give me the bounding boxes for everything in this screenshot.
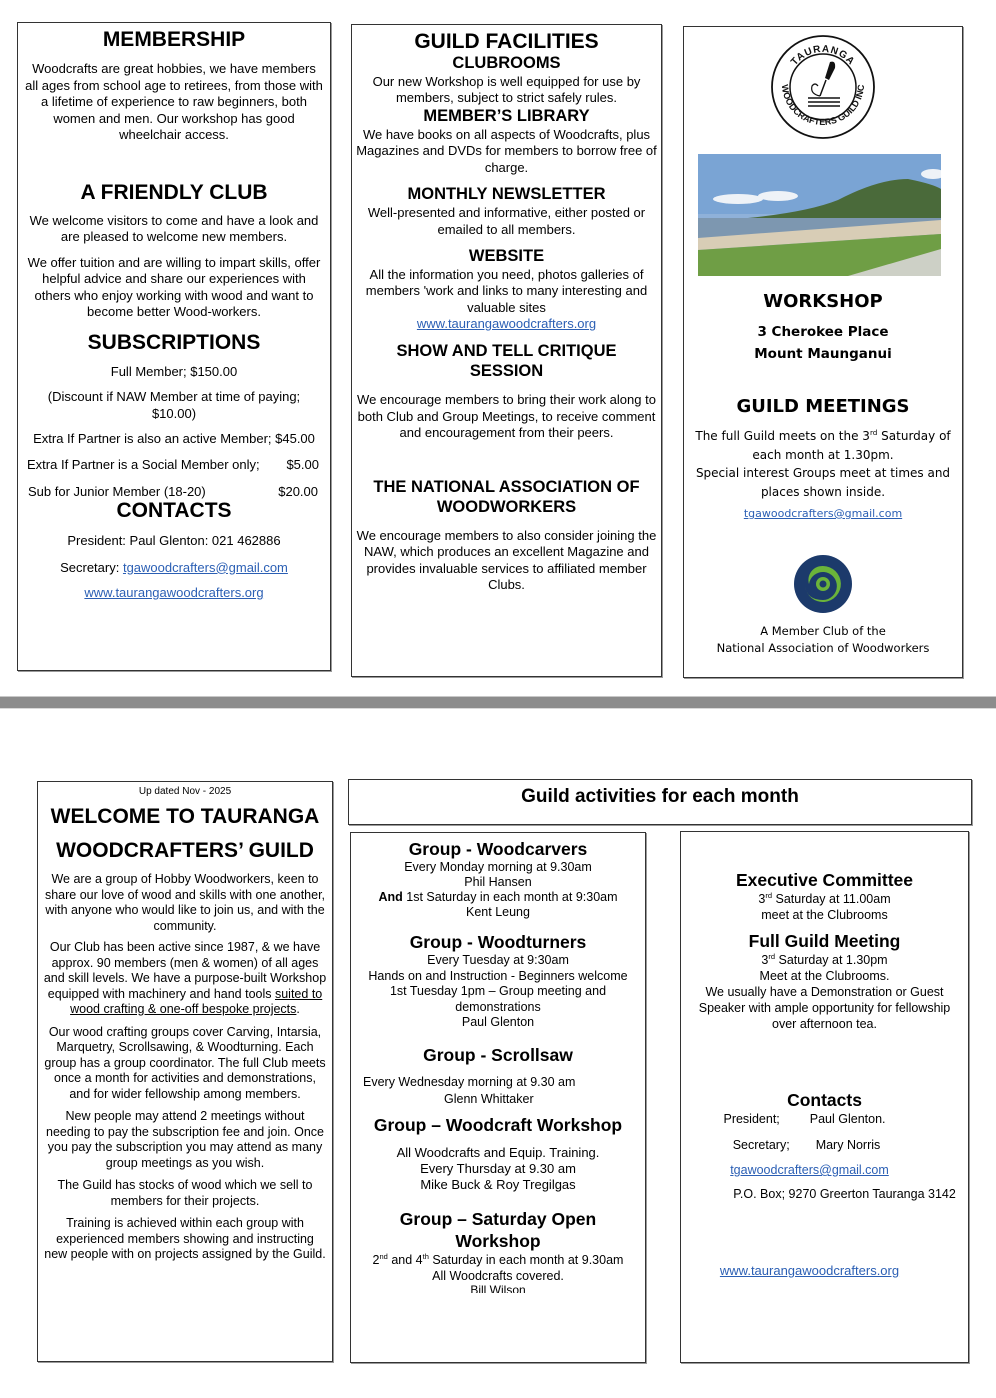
woodcarvers-line-3	[353, 890, 643, 905]
contacts-secretary-email-link[interactable]: tgawoodcrafters@gmail.com	[122, 559, 288, 575]
member-club-line-2: National Association of Woodworkers	[716, 641, 930, 655]
cover-email-link[interactable]: tgawoodcrafters@gmail.com	[743, 507, 903, 520]
subscription-partner-social-amount: $5.00	[286, 456, 319, 472]
welcome-title-2: WOODCRAFTERS’ GUILD	[56, 839, 314, 862]
chisel-icon	[808, 62, 840, 106]
secretary-label: Secretary;	[732, 1138, 790, 1152]
full-guild-meeting-line-2: Meet at the Clubrooms.	[759, 969, 890, 983]
naw-title: THE NATIONAL ASSOCIATION OF WOODWORKERS	[373, 477, 640, 516]
contacts-secretary-label: Secretary:	[60, 559, 123, 575]
exec-line-1-b: Saturday at 11.00am	[772, 892, 891, 906]
welcome-text-5: The Guild has stocks of wood which we sell to members for their projects.	[57, 1178, 313, 1208]
clubrooms-title: CLUBROOMS	[452, 54, 561, 73]
subscription-full: Full Member; $150.00	[110, 363, 238, 379]
membership-panel	[17, 22, 331, 671]
workshop-title: WORKSHOP	[763, 291, 883, 312]
exec-line-1-sup: rd	[765, 890, 773, 900]
contacts-president-row	[685, 1111, 964, 1127]
naw-text: We encourage members to also consider joining the NAW, which produces an excellent Magazine and provides invaluable services to affiliated member Clubs.	[356, 527, 657, 593]
website-text: All the information you need, photos galleries of members 'work and links to many interesting and valuable sites	[365, 266, 648, 315]
saturday-line-1-a: 2	[372, 1252, 380, 1267]
svg-text:TAURANGA	[789, 44, 857, 68]
woodcraft-workshop-line-3: Mike Buck & Roy Tregilgas	[420, 1176, 576, 1192]
executive-committee-line-2: meet at the Clubrooms	[761, 908, 888, 922]
woodcraft-workshop-title: Group – Woodcraft Workshop	[373, 1114, 623, 1135]
welcome-title-1: WELCOME TO TAURANGA	[50, 805, 320, 828]
exec-line-1-a: 3	[758, 892, 766, 906]
welcome-text-6: Training is achieved within each group with experienced members showing and instructing new people with on projects assigned by the Guild.	[44, 1216, 326, 1261]
newsletter-text: Well-presented and informative, either posted or emailed to all members.	[367, 205, 646, 237]
subscription-partner-social	[24, 457, 324, 473]
library-text: We have books on all aspects of Woodcrafts, plus Magazines and DVDs for members to borrow free of charge.	[356, 126, 657, 175]
welcome-text-4: New people may attend 2 meetings without needing to pay the subscription fee and join. Once you pay the subscription you may attend as many group meetings as you wish.	[46, 1109, 324, 1170]
woodturners-line-3: 1st Tuesday 1pm – Group meeting and demonstrations	[389, 984, 607, 1014]
show-and-tell-title: SHOW AND TELL CRITIQUE SESSION	[396, 341, 617, 380]
full-line-1-a: 3	[761, 953, 769, 967]
subscription-junior	[24, 484, 324, 500]
page-separator	[0, 696, 996, 709]
subscription-junior-amount: $20.00	[278, 483, 318, 499]
executive-committee-line-1	[685, 891, 964, 907]
contacts-email-link[interactable]: tgawoodcrafters@gmail.com	[730, 1163, 889, 1177]
member-club-line-1: A Member Club of the	[760, 624, 886, 638]
activities-title: Guild activities for each month	[521, 786, 799, 807]
website-title: WEBSITE	[468, 247, 545, 266]
woodcarvers-line-2: Phil Hansen	[464, 875, 532, 889]
full-line-1-b: Saturday at 1.30pm	[775, 953, 888, 967]
full-guild-meeting-line-3: We usually have a Demonstration or Guest Speaker with ample opportunity for fellowship over afternoon tea.	[698, 985, 951, 1031]
groups-panel	[350, 832, 646, 1363]
president-label: President;	[723, 1112, 780, 1126]
activities-header	[348, 779, 972, 825]
contacts-secretary	[24, 560, 324, 577]
guild-meetings-title: GUILD MEETINGS	[736, 396, 910, 417]
woodturners-line-2: Hands on and Instruction - Beginners welcome	[368, 968, 628, 983]
po-box: P.O. Box; 9270 Greerton Tauranga 3142	[733, 1186, 956, 1201]
friendly-club-title: A FRIENDLY CLUB	[80, 180, 268, 204]
woodcraft-workshop-line-2: Every Thursday at 9.30 am	[420, 1160, 576, 1176]
subscription-partner-active: Extra If Partner is also an active Member; $45.00	[33, 431, 315, 447]
welcome-text-3: Our wood crafting groups cover Carving, Intarsia, Marquetry, Scrollsawing, & Woodturning. Each group has a group coordinator. The full Club meets once a month for activities and demonstrations, and for wider fellowship among members.	[44, 1024, 326, 1101]
meetings-text-sup: rd	[869, 428, 878, 437]
saturday-workshop-title: Group – Saturday Open Workshop	[399, 1208, 597, 1251]
guild-meetings-text-1	[692, 427, 954, 464]
welcome-text-2-b: .	[296, 1002, 300, 1016]
workshop-address-2: Mount Maunganui	[754, 346, 892, 362]
scrollsaw-line-1: Every Wednesday morning at 9.30 am	[363, 1074, 576, 1089]
welcome-panel	[37, 781, 333, 1362]
meetings-text-b: Saturday of each month at 1.30pm.	[752, 429, 951, 462]
clubrooms-text: Our new Workshop is well equipped for use by members, subject to strict safely rules.	[372, 73, 641, 106]
subscription-partner-social-label: Extra If Partner is a Social Member only;	[27, 456, 260, 472]
president-name: Paul Glenton.	[809, 1112, 886, 1126]
woodturners-line-1: Every Tuesday at 9:30am	[427, 953, 569, 967]
contacts-title-2: Contacts	[787, 1090, 862, 1110]
scrollsaw-title: Group - Scrollsaw	[423, 1044, 573, 1065]
saturday-workshop-line-3: Bill Wilson	[470, 1283, 526, 1293]
welcome-text-2-underlined: suited to wood crafting & one-off bespoke projects	[70, 986, 323, 1016]
naw-logo-icon	[793, 554, 853, 614]
meetings-text-a: The full Guild meets on the 3	[695, 429, 870, 443]
contacts-title: CONTACTS	[116, 498, 232, 522]
executive-committee-title: Executive Committee	[735, 870, 913, 890]
facilities-title: GUILD FACILITIES	[414, 30, 599, 53]
logo-bottom-text: WOODCRAFTERS GUILD INC	[779, 83, 867, 128]
contacts-website-link[interactable]: www.taurangawoodcrafters.org	[84, 585, 264, 601]
welcome-text-2	[43, 940, 327, 1018]
subscription-junior-label: Sub for Junior Member (18-20)	[28, 483, 206, 499]
saturday-workshop-line-2: All Woodcrafts covered.	[432, 1268, 564, 1283]
workshop-address-1: 3 Cherokee Place	[757, 324, 889, 340]
membership-text: Woodcrafts are great hobbies, we have members all ages from school age to retirees, from those with a lifetime of experience to raw beginners, both women and men. Our workshop has good wheelchair access.	[25, 61, 323, 143]
subscription-discount: (Discount if NAW Member at time of paying; $10.00)	[47, 389, 301, 421]
guild-meetings-text-2: Special interest Groups meet at times and places shown inside.	[695, 466, 951, 499]
woodcarvers-line-4: Kent Leung	[466, 905, 530, 919]
woodturners-title: Group - Woodturners	[409, 932, 587, 952]
guild-logo	[768, 32, 878, 142]
secretary-name: Mary Norris	[815, 1138, 881, 1152]
membership-title: MEMBERSHIP	[102, 28, 246, 51]
woodturners-line-4: Paul Glenton	[461, 1015, 535, 1029]
facilities-website-link[interactable]: www.taurangawoodcrafters.org	[416, 316, 597, 332]
meetings-contacts-panel	[680, 831, 969, 1363]
saturday-line-1-c: Saturday in each month at 9.30am	[428, 1252, 624, 1267]
full-line-1-sup: rd	[768, 951, 776, 961]
woodcarvers-line-3-text: 1st Saturday in each month at 9:30am	[402, 890, 618, 904]
cover-panel	[683, 26, 963, 678]
updated-date: Up dated Nov - 2025	[138, 786, 232, 797]
friendly-club-text-1: We welcome visitors to come and have a look and are pleased to welcome new members.	[29, 212, 319, 245]
saturday-workshop-line-1	[353, 1252, 643, 1268]
newsletter-title: MONTHLY NEWSLETTER	[407, 185, 606, 204]
subscriptions-title: SUBSCRIPTIONS	[87, 330, 261, 354]
scrollsaw-line-2: Glenn Whittaker	[444, 1091, 534, 1106]
saturday-line-1-sup-1: nd	[379, 1251, 388, 1261]
full-guild-meeting-line-1	[685, 952, 964, 968]
show-and-tell-text: We encourage members to bring their work along to both Club and Group Meetings, to receive comment and encouragement from their peers.	[357, 392, 656, 441]
full-guild-meeting-title: Full Guild Meeting	[748, 931, 901, 951]
woodcarvers-and: And	[378, 890, 403, 904]
welcome-text-1: We are a group of Hobby Woodworkers, keen to share our love of wood and skills with one another, with anyone who would like to join us, and with the community.	[44, 872, 326, 933]
saturday-line-1-b: and 4	[387, 1252, 423, 1267]
contacts-president: President: Paul Glenton: 021 462886	[67, 533, 281, 549]
woodcraft-workshop-line-1: All Woodcrafts and Equip. Training.	[396, 1144, 600, 1160]
woodcarvers-title: Group - Woodcarvers	[408, 839, 588, 859]
woodcarvers-line-1: Every Monday morning at 9.30am	[404, 860, 592, 874]
logo-top-text: TAURANGA	[789, 43, 857, 68]
saturday-line-1-sup-2: th	[422, 1251, 429, 1261]
welcome-text-2-a: Our Club has been active since 1987, & we have approx. 90 members (men & women) of all ages and skill levels. We have a purpose-built Workshop equipped with machinery and hand tools	[43, 940, 327, 1001]
mount-maunganui-photo	[698, 154, 941, 276]
guild-facilities-panel	[351, 24, 662, 677]
contacts-website-link-2[interactable]: www.taurangawoodcrafters.org	[719, 1263, 900, 1278]
library-title: MEMBER’S LIBRARY	[423, 106, 590, 125]
friendly-club-text-2: We offer tuition and are willing to impart skills, offer helpful advice and share our experiences with others who enjoy working with wood and want to become better Wood-workers.	[27, 254, 321, 320]
contacts-secretary-row	[685, 1137, 964, 1153]
